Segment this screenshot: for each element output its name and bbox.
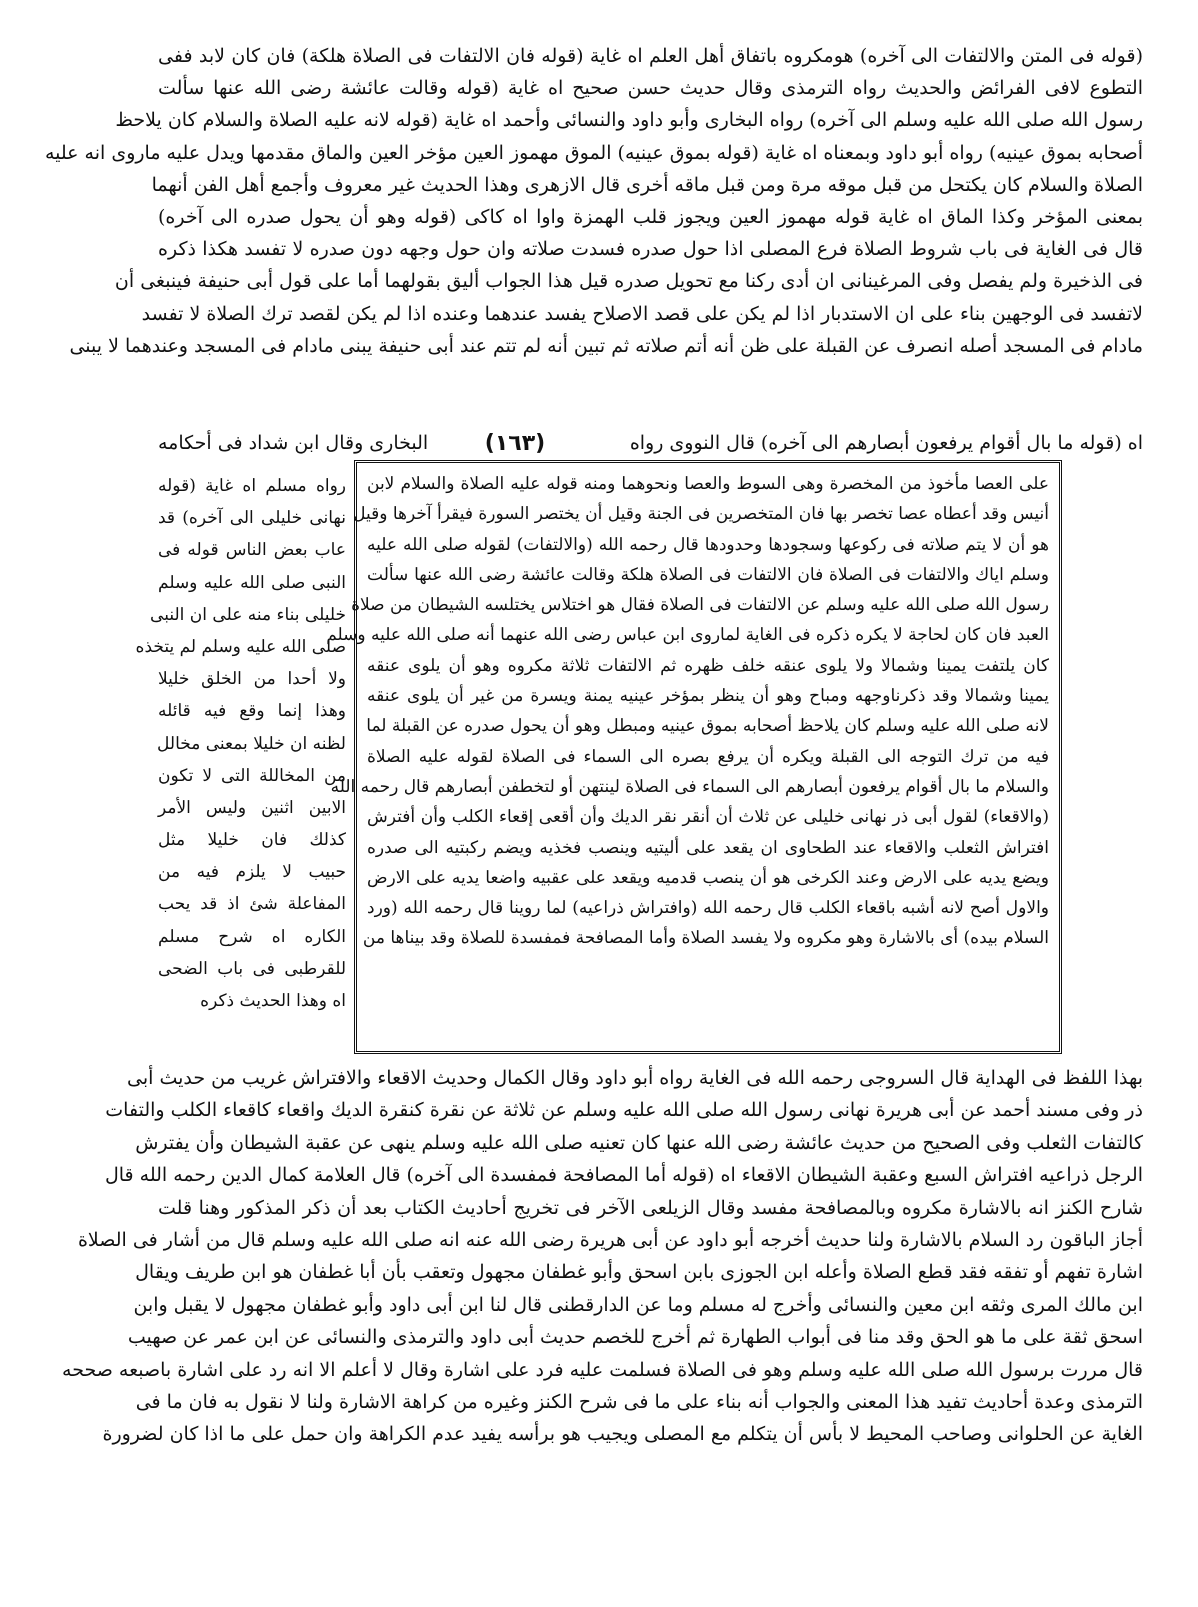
text-line: من المخاللة التى لا تكون: [158, 765, 346, 786]
text-line: كان يلتفت يمينا وشمالا ولا يلوى عنقه خلف ظهره ثم الالتفات ثلاثة مكروه وهو أن يلوى عنقه: [367, 655, 1049, 676]
side-commentary: [135, 470, 346, 1017]
text-line: ذر وفى مسند أحمد عن أبى هريرة نهانى رسول الله صلى الله عليه وسلم عن ثلاثة عن نقرة كنقرة الديك واقعاء كاقعاء الكلب والتفات: [105, 1099, 1143, 1122]
text-line: أصحابه بموق عينيه) رواه أبو داود وبمعناه اه غاية (قوله بموق عينيه) الموق مهموز العين مؤخر العين والماق مقدمها ويدل عليه ماروى انه عليه: [44, 141, 1143, 164]
text-line: الصلاة والسلام كان يكتحل من قبل موقه مرة ومن قبل ماقه أخرى قال الازهرى وهذا الحديث غير معروف وأجمع أهل الفن أنهما: [151, 173, 1143, 196]
text-line: صلى الله عليه وسلم لم يتخذه: [135, 636, 346, 657]
text-line: لظنه ان خليلا بمعنى مخالل: [157, 733, 346, 754]
text-line: ويضع يديه على الارض وعند الكرخى هو أن ينصب قدميه ويقعد على عقبيه واضعا يديه على الارض: [367, 867, 1049, 888]
text-line: اه وهذا الحديث ذكره: [200, 991, 346, 1011]
text-line: حبيب لا يلزم فيه من: [158, 862, 346, 883]
text-line: كالتفات الثعلب وفى الصحيح من حديث عائشة رضى الله عنها كان تعنيه صلى الله عليه وسلم ينهى عن عقبة الشيطان وأن يفترش: [135, 1131, 1143, 1154]
text-line: (قوله فى المتن والالتفات الى آخره) هومكروه باتفاق أهل العلم اه غاية (قوله فان الالتفات فى الصلاة هلكة) فان كان لابد ففى: [158, 45, 1143, 67]
main-text-box: [326, 460, 1062, 1054]
text-line: رسول الله صلى الله عليه وسلم الى آخره) رواه البخارى وأبو داود والنسائى وأحمد اه غاية (قوله لانه عليه الصلاة والسلام كان يلاحظ: [115, 109, 1143, 132]
text-line: فيه من ترك التوجه الى القبلة ويكره أن يرفع بصره الى السماء فى الصلاة لقوله عليه الصلاة: [367, 746, 1049, 767]
text-line: اسحق ثقة على ما هو الحق وقد منا فى أبواب الطهارة ثم أخرج للخصم حديث أبى داود والترمذى والنسائى عن ابن عمر عن صهيب: [127, 1326, 1143, 1349]
text-line: وسلم اياك والالتفات فى الصلاة فان الالتفات فى الصلاة هلكة وقالت عائشة رضى الله عنها سألت: [367, 564, 1049, 585]
text-line: على العصا مأخوذ من المخصرة وهى السوط والعصا ونحوهما ومنه قوله عليه الصلاة والسلام لابن: [367, 474, 1049, 494]
text-line: عاب بعض الناس قوله فى: [158, 540, 346, 561]
text-line: يمينا وشمالا وقد ذكرناوجهه ومباح وهو أن ينظر بمؤخر عينيه يمنة ويسرة من غير أن يلوى عنقه: [367, 686, 1049, 707]
header-text-left: البخارى وقال ابن شداد فى أحكامه: [158, 432, 429, 454]
text-line: رسول الله صلى الله عليه وسلم عن الالتفات فى الصلاة فقال هو اختلاس يختلسه الشيطان من صلاة: [351, 595, 1049, 616]
text-line: رواه مسلم اه غاية (قوله: [158, 476, 346, 496]
text-line: الترمذى وعدة أحاديث تفيد هذا المعنى والجواب أنه بناء على ما فى شرح الكنز وغيره من كراهة الاشارة ولنا لا نقول به فان ما فى: [135, 1390, 1143, 1413]
text-line: العبد فان كان لحاجة لا يكره ذكره فى الغاية لماروى ابن عباس رضى الله عنهما أنه صلى الله عليه وسلم: [326, 625, 1049, 646]
text-line: أنيس وقد أعطاه عصا تخصر بها فان المتخصرين فى الجنة وقيل أن يختصر السورة فيقرأ آخرها وقيل: [353, 504, 1049, 525]
text-line: (والاقعاء) لقول أبى ذر نهانى خليلى عن ثلاث أن أنقر نقر الديك وأن أقعى إقعاء الكلب وأن أفترش: [367, 807, 1049, 828]
text-line: بهذا اللفظ فى الهداية قال السروجى رحمه الله فى الغاية رواه أبو داود وقال الكمال وحديث الاقعاء والافتراش غريب من حديث أبى: [127, 1067, 1143, 1089]
text-line: نهانى خليلى الى آخره) قد: [158, 508, 346, 529]
text-line: ولا أحدا من الخلق خليلا: [158, 669, 346, 690]
text-line: شارح الكنز انه بالاشارة مكروه وبالمصافحة مفسد وقال الزيلعى الآخر فى تخريج أحاديث الكتاب بعد أن ذكر المذكور وهنا قلت: [158, 1196, 1143, 1219]
text-line: والسلام ما بال أقوام يرفعون أبصارهم الى السماء فى الصلاة لينتهن أو لتخطفن أبصارهم قال رحمه الله: [330, 776, 1049, 797]
text-line: النبى صلى الله عليه وسلم: [158, 572, 346, 593]
text-line: الغاية عن الحلوانى وصاحب المحيط لا بأس أن يتكلم مع المصلى ويجيب هو برأسه يفيد عدم الكراهة وان حمل على ما اذا كان لضرورة: [102, 1423, 1143, 1446]
text-line: اشارة تفهم أو تفقه فقد قطع الصلاة وأعله ابن الجوزى بابن اسحق وأبو غطفان مجهول وتعقب بأن أبا غطفان هو ابن طريف ويقال: [135, 1261, 1143, 1284]
text-line: السلام بيده) أى بالاشارة وهو مكروه ولا يفسد الصلاة وأما المصافحة فمفسدة للصلاة وقد بيناها من: [362, 928, 1049, 949]
text-line: افتراش الثعلب والاقعاء عند الطحاوى ان يقعد على أليتيه وينصب فخذيه ويضم ركبتيه الى صدره: [367, 837, 1049, 858]
text-line: للقرطبى فى باب الضحى: [158, 958, 346, 979]
bottom-commentary: [62, 1062, 1143, 1451]
text-line: التطوع لافى الفرائض والحديث رواه الترمذى وقال حديث حسن صحيح اه غاية (قوله وقالت عائشة رضى الله عنها سألت: [158, 77, 1143, 100]
text-line: بمعنى المؤخر وكذا الماق اه غاية قوله مهموز العين ويجوز قلب الهمزة واوا اه كاكى (قوله وهو أن يحول صدره الى آخره): [158, 205, 1143, 228]
text-line: لانه صلى الله عليه وسلم كان يلاحظ أصحابه بموق عينيه ومبطل وهو أن يحول صدره عن القبلة لما: [366, 716, 1049, 737]
text-line: لاتفسد فى الوجهين بناء على ان الاستدبار اذا لم يكن على قصد الاصلاح يفسد عندهما وعنده اذا لم يكن لقصد ترك الصلاة لا تفسد: [141, 302, 1143, 325]
text-line: المفاعلة شئ اذ قد يحب: [158, 894, 346, 915]
page-header-row: [158, 427, 1143, 459]
text-line: ابن مالك المرى وثقه ابن معين والنسائى وأخرج له مسلم وما عن الدارقطنى قال لنا ابن أبى داود وأبو غطفان مجهول لا يقبل وابن: [133, 1293, 1143, 1316]
text-line: هو أن لا يتم صلاته فى ركوعها وسجودها وحدودها قال رحمه الله (والالتفات) لقوله صلى الله عليه: [367, 534, 1049, 555]
text-line: الرجل ذراعيه افتراش السبع وعقبة الشيطان الاقعاء اه (قوله أما المصافحة فمفسدة الى آخره) قال العلامة كمال الدين رحمه الله قال: [104, 1164, 1143, 1187]
text-line: وهذا إنما وقع فيه قائله: [158, 701, 346, 722]
text-line: مادام فى المسجد أصله انصرف عن القبلة على ظن أنه أتم صلاته ثم تبين أنه لم تتم عند أبى حنيفة يبنى مادام فى المسجد وعندهما لا يبنى: [69, 334, 1143, 357]
text-line: فى الذخيرة ولم يفصل وفى المرغينانى ان أدى ركنا مع تحويل صدره قيل هذا الجواب أليق بقولهما أما على قول أبى حنيفة فينبغى أن: [114, 270, 1143, 293]
top-commentary: [44, 40, 1143, 362]
text-line: والاول أصح لانه أشبه باقعاء الكلب قال رحمه الله (وافتراش ذراعيه) لما روينا قال رحمه الله (ورد: [367, 898, 1049, 919]
text-line: كذلك فان خليلا مثل: [158, 830, 346, 851]
text-line: خليلى بناء منه على ان النبى: [150, 604, 346, 625]
text-line: أجاز الباقون رد السلام بالاشارة ولنا حديث أخرجه أبو داود عن أبى هريرة رضى الله عنه انه صلى الله عليه وسلم قال من أشار فى الصلاة: [77, 1228, 1143, 1251]
page-number: (١٦٣): [484, 431, 546, 456]
text-line: قال فى الغاية فى باب شروط الصلاة فرع المصلى اذا حول صدره فسدت صلاته وان حول وجهه دون صدره لا تفسد هكذا ذكره: [158, 238, 1143, 261]
text-line: الابين اثنين وليس الأمر: [158, 797, 346, 818]
header-text-right: اه (قوله ما بال أقوام يرفعون أبصارهم الى آخره) قال النووى رواه: [629, 432, 1143, 454]
text-line: الكاره اه شرح مسلم: [158, 926, 346, 947]
text-line: قال مررت برسول الله صلى الله عليه وسلم وهو فى الصلاة فسلمت عليه فرد على اشارة وقال لا أعلم الا انه رد على اشارة باصبعه صححه: [62, 1358, 1143, 1381]
